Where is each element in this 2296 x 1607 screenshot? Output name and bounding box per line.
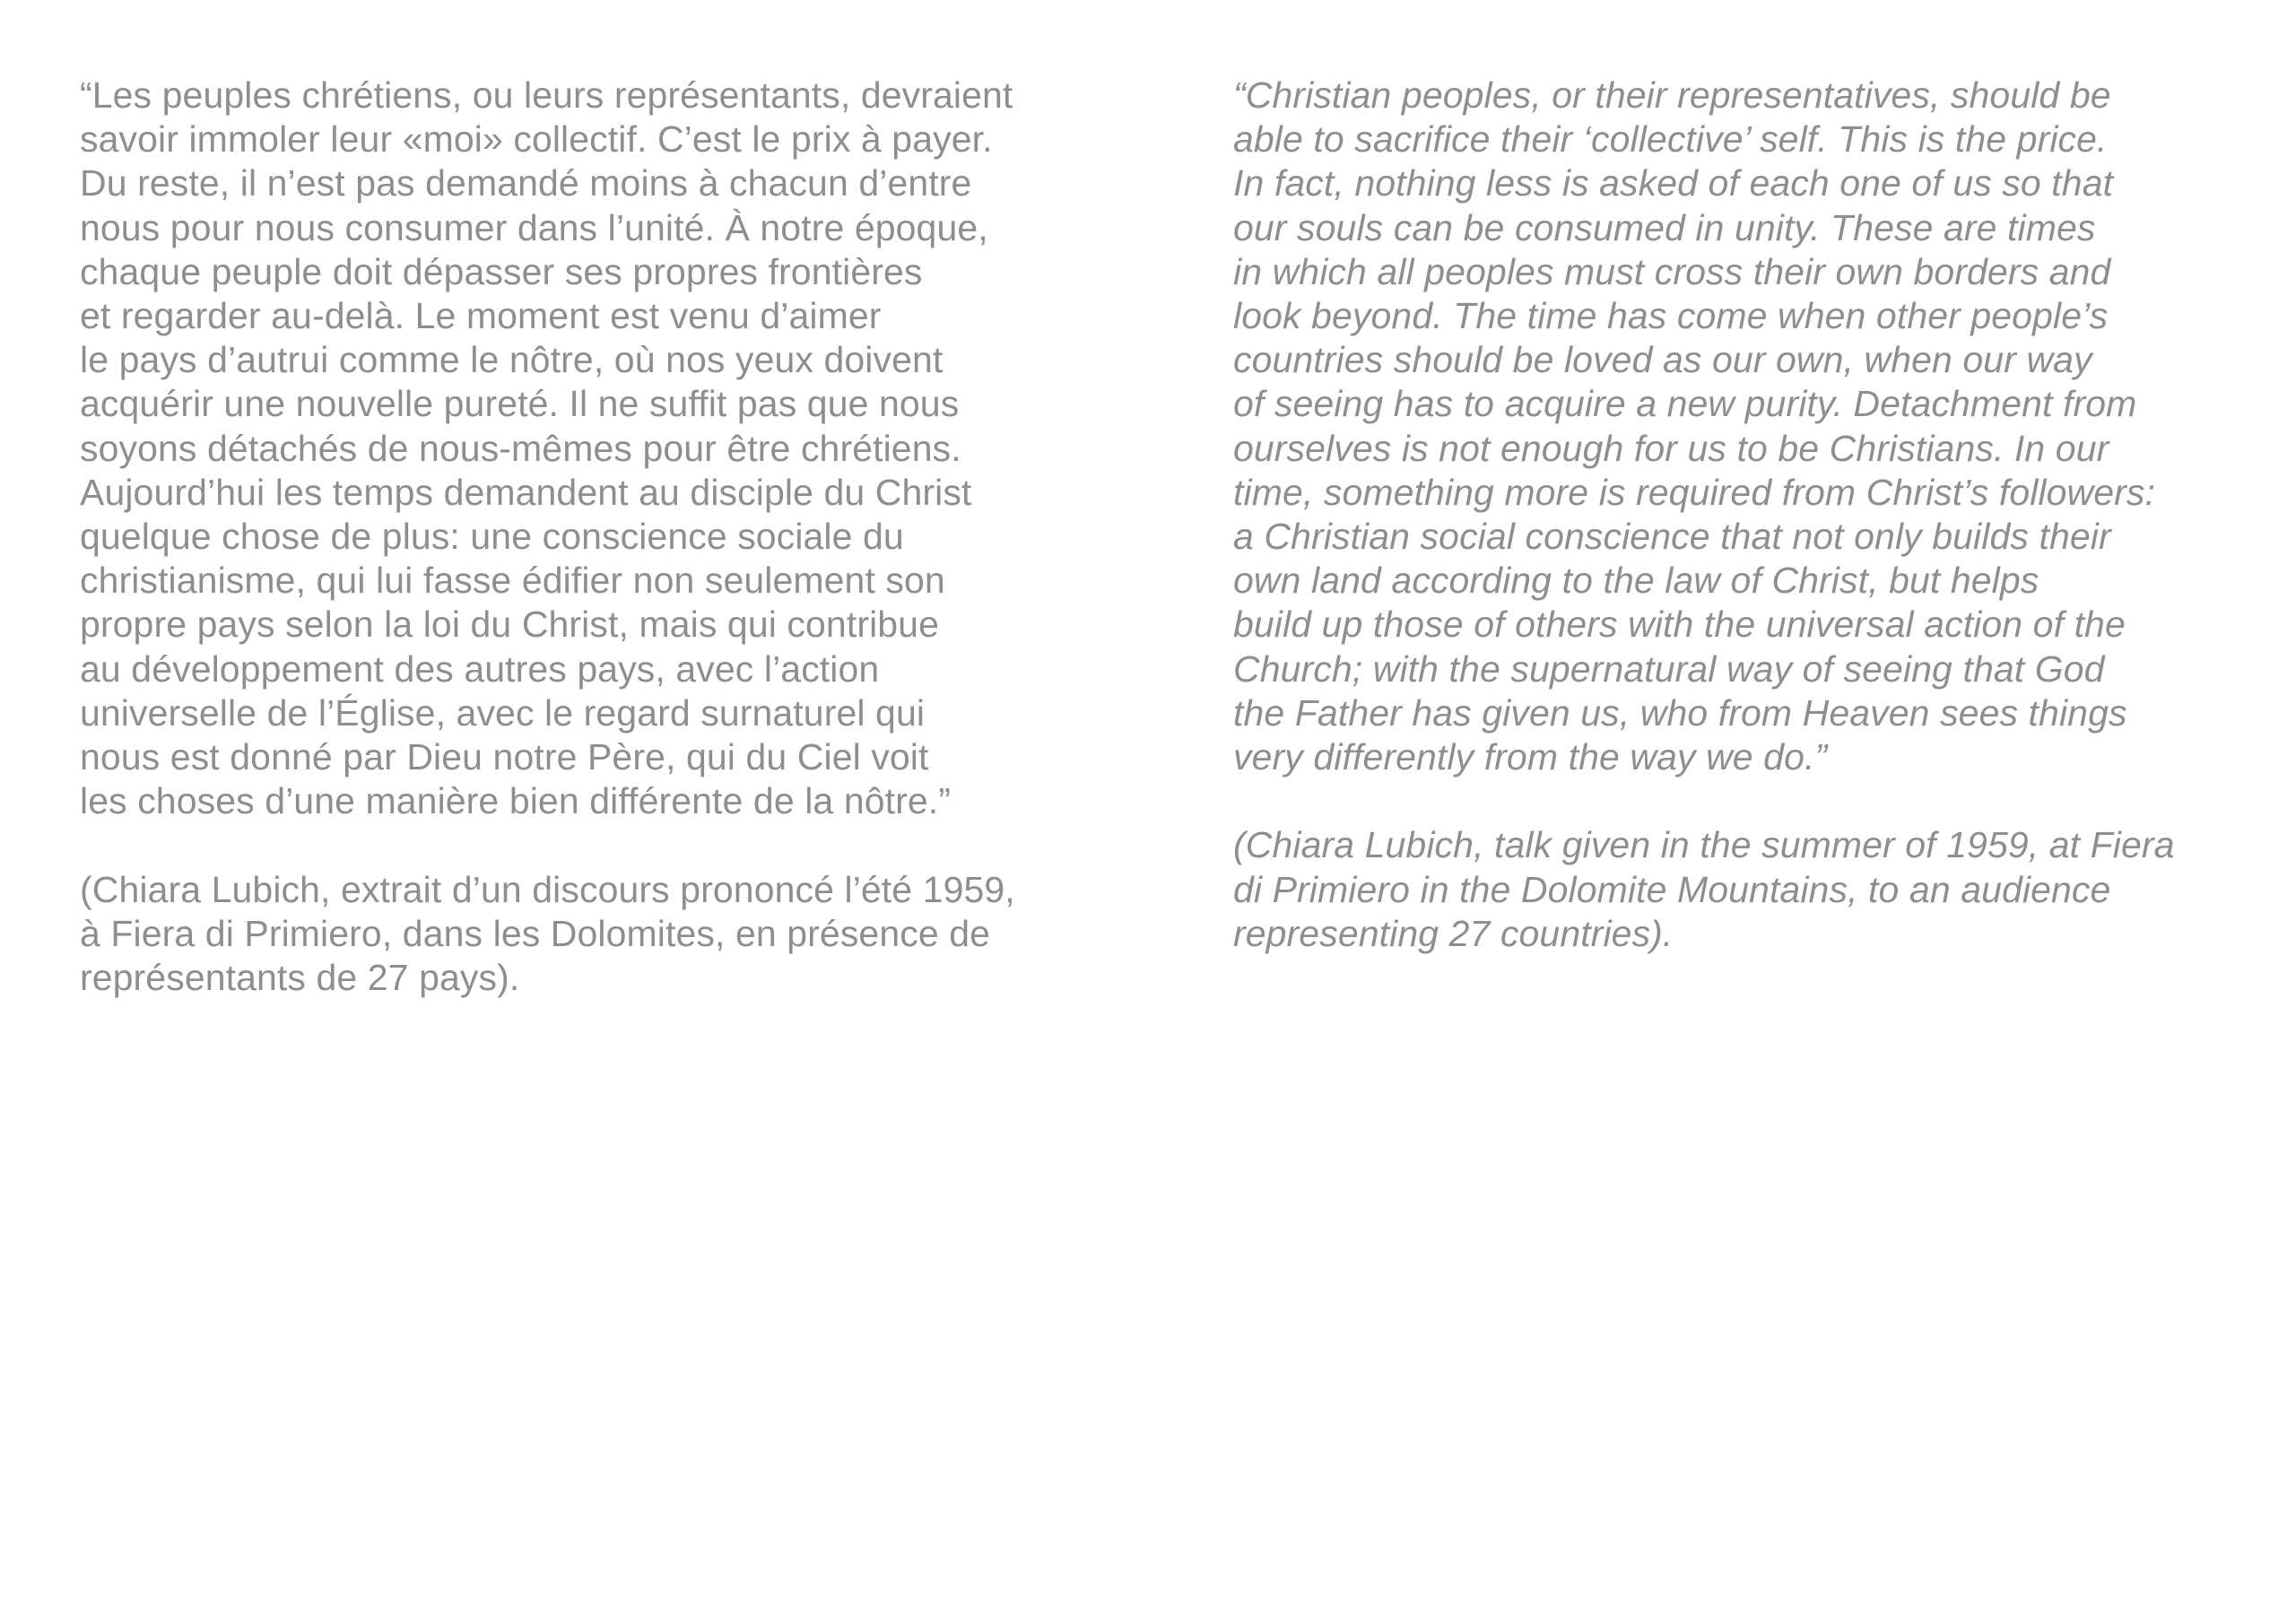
english-quote-line: “Christian peoples, or their representatives, should be: [1233, 74, 2111, 116]
english-attribution-line: representing 27 countries).: [1233, 912, 1674, 954]
english-quote-line: Church; with the supernatural way of seeing that God: [1233, 647, 2105, 690]
english-quote: [1233, 74, 2296, 779]
french-quote-line: nous est donné par Dieu notre Père, qui du Ciel voit: [80, 736, 929, 778]
english-quote-line: countries should be loved as our own, when our way: [1233, 339, 2092, 381]
french-attribution-line: à Fiera di Primiero, dans les Dolomites, en présence de: [80, 912, 991, 954]
paragraph-spacer: [1233, 779, 2296, 823]
french-quote-line: quelque chose de plus: une conscience sociale du: [80, 516, 904, 558]
english-quote-line: in which all peoples must cross their own borders and: [1233, 250, 2111, 292]
french-quote: [80, 74, 1174, 823]
french-quote-line: soyons détachés de nous-mêmes pour être chrétiens.: [80, 427, 961, 469]
english-attribution: [1233, 823, 2296, 956]
french-attribution: [80, 868, 1174, 1001]
french-quote-line: propre pays selon la loi du Christ, mais qui contribue: [80, 604, 939, 646]
french-quote-line: Du reste, il n’est pas demandé moins à chacun d’entre: [80, 162, 972, 204]
french-quote-line: “Les peuples chrétiens, ou leurs représentants, devraient: [80, 74, 1013, 116]
french-column: [80, 74, 1174, 1000]
english-quote-line: our souls can be consumed in unity. These are times: [1233, 206, 2096, 248]
english-quote-line: the Father has given us, who from Heaven sees things: [1233, 691, 2127, 734]
french-attribution-line: représentants de 27 pays).: [80, 957, 520, 999]
french-quote-line: chaque peuple doit dépasser ses propres frontières: [80, 250, 923, 292]
english-quote-line: time, something more is required from Christ’s followers:: [1233, 471, 2155, 513]
french-quote-line: acquérir une nouvelle pureté. Il ne suffit pas que nous: [80, 383, 960, 425]
english-quote-line: build up those of others with the universal action of the: [1233, 604, 2126, 646]
french-quote-line: les choses d’une manière bien différente de la nôtre.”: [80, 780, 952, 822]
english-attribution-line: (Chiara Lubich, talk given in the summer of 1959, at Fiera: [1233, 824, 2175, 866]
french-quote-line: Aujourd’hui les temps demandent au disciple du Christ: [80, 471, 972, 513]
french-quote-line: le pays d’autrui comme le nôtre, où nos yeux doivent: [80, 339, 944, 381]
english-quote-line: very differently from the way we do.”: [1233, 736, 1828, 778]
french-quote-line: au développement des autres pays, avec l’action: [80, 647, 880, 690]
english-quote-line: look beyond. The time has come when other people’s: [1233, 295, 2109, 337]
english-quote-line: of seeing has to acquire a new purity. Detachment from: [1233, 383, 2137, 425]
french-quote-line: universelle de l’Église, avec le regard surnaturel qui: [80, 691, 926, 734]
english-quote-line: ourselves is not enough for us to be Christians. In our: [1233, 427, 2109, 469]
french-quote-line: christianisme, qui lui fasse édifier non seulement son: [80, 560, 945, 602]
french-quote-line: savoir immoler leur «moi» collectif. C’est le prix à payer.: [80, 118, 993, 161]
english-quote-line: a Christian social conscience that not only builds their: [1233, 516, 2111, 558]
english-column: [1233, 74, 2296, 956]
french-quote-line: et regarder au-delà. Le moment est venu d’aimer: [80, 295, 882, 337]
french-quote-line: nous pour nous consumer dans l’unité. À notre époque,: [80, 206, 988, 248]
english-quote-line: own land according to the law of Christ, but helps: [1233, 560, 2039, 602]
english-quote-line: In fact, nothing less is asked of each one of us so that: [1233, 162, 2114, 204]
paragraph-spacer: [80, 823, 1174, 867]
english-attribution-line: di Primiero in the Dolomite Mountains, to an audience: [1233, 868, 2111, 910]
english-quote-line: able to sacrifice their ‘collective’ self. This is the price.: [1233, 118, 2108, 161]
french-attribution-line: (Chiara Lubich, extrait d’un discours prononcé l’été 1959,: [80, 868, 1015, 910]
